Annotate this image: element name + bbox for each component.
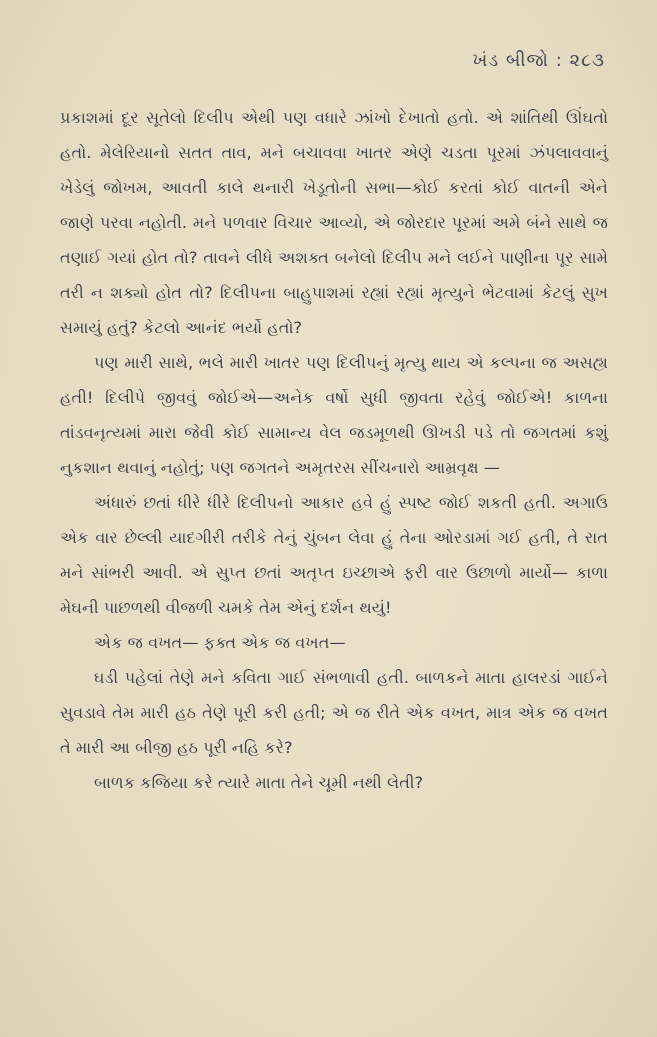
running-head: ખંડ બીજો : ૨૮૩	[472, 50, 605, 71]
paragraph-5: ઘડી પહેલાં તેણે મને કવિતા ગાઈ સંભળાવી હતી. બાળકને માતા હાલરડાં ગાઈને સુવડાવે તેમ મારી હઠ તેણે પૂરી કરી હતી; એ જ રીતે એક વખત, માત્ર એક જ વખત તે મારી આ બીજી હઠ પૂરી નહિ કરે?	[60, 668, 608, 757]
paragraph-2: પણ મારી સાથે, ભલે મારી ખાતર પણ દિલીપનું મૃત્યુ થાય એ કલ્પના જ અસહ્ય હતી! દિલીપે જીવવું જોઈએ—અનેક વર્ષો સુધી જીવતા રહેવું જોઈએ! કાળના તાંડવનૃત્યમાં મારા જેવી કોઈ સામાન્ય વેલ જડમૂળથી ઊખડી પડે તો જગતમાં કશું નુકશાન થવાનું નહોતું; પણ જગતને અમૃતરસ સીંચનારો આમ્રવૃક્ષ —	[60, 353, 608, 477]
paragraph-4: એક જ વખત— ફક્ત એક જ વખત—	[94, 633, 346, 652]
body-text	[60, 100, 608, 800]
paragraph-3: અંધારું છતાં ધીરે ધીરે દિલીપનો આકાર હવે હું સ્પષ્ટ જોઈ શકતી હતી. અગાઉ એક વાર છેલ્લી યાદગીરી તરીકે તેનું ચુંબન લેવા હું તેના ઓરડામાં ગઈ હતી, તે રાત મને સાંભરી આવી. એ સુપ્ત છતાં અતૃપ્ત ઇચ્છાએ ફરી વાર ઉછાળો માર્યો— કાળા મેઘની પાછળથી વીજળી ચમકે તેમ એનું દર્શન થયું!	[60, 493, 608, 617]
paragraph-6: બાળક કજિયા કરે ત્યારે માતા તેને ચૂમી નથી લેતી?	[94, 773, 424, 792]
paragraph-1: પ્રકાશમાં દૂર સૂતેલો દિલીપ એથી પણ વધારે ઝાંખો દેખાતો હતો. એ શાંતિથી ઊંઘતો હતો. મેલેરિયાનો સતત તાવ, મને બચાવવા ખાતર એણે ચડતા પૂરમાં ઝંપલાવવાનું ખેડેલું જોખમ, આવતી કાલે થનારી ખેડૂતોની સભા—કોઈ કરતાં કોઈ વાતની એને જાણે પરવા નહોતી. મને પળવાર વિચાર આવ્યો, એ જોરદાર પૂરમાં અમે બંને સાથે જ તણાઈ ગયાં હોત તો? તાવને લીધે અશક્ત બનેલો દિલીપ મને લઈને પાણીના પૂર સામે તરી ન શક્યો હોત તો? દિલીપના બાહુપાશમાં રહ્યાં રહ્યાં મૃત્યુને ભેટવામાં કેટલું સુખ સમાયું હતું? કેટલો આનંદ ભર્યો હતો?	[60, 108, 608, 337]
